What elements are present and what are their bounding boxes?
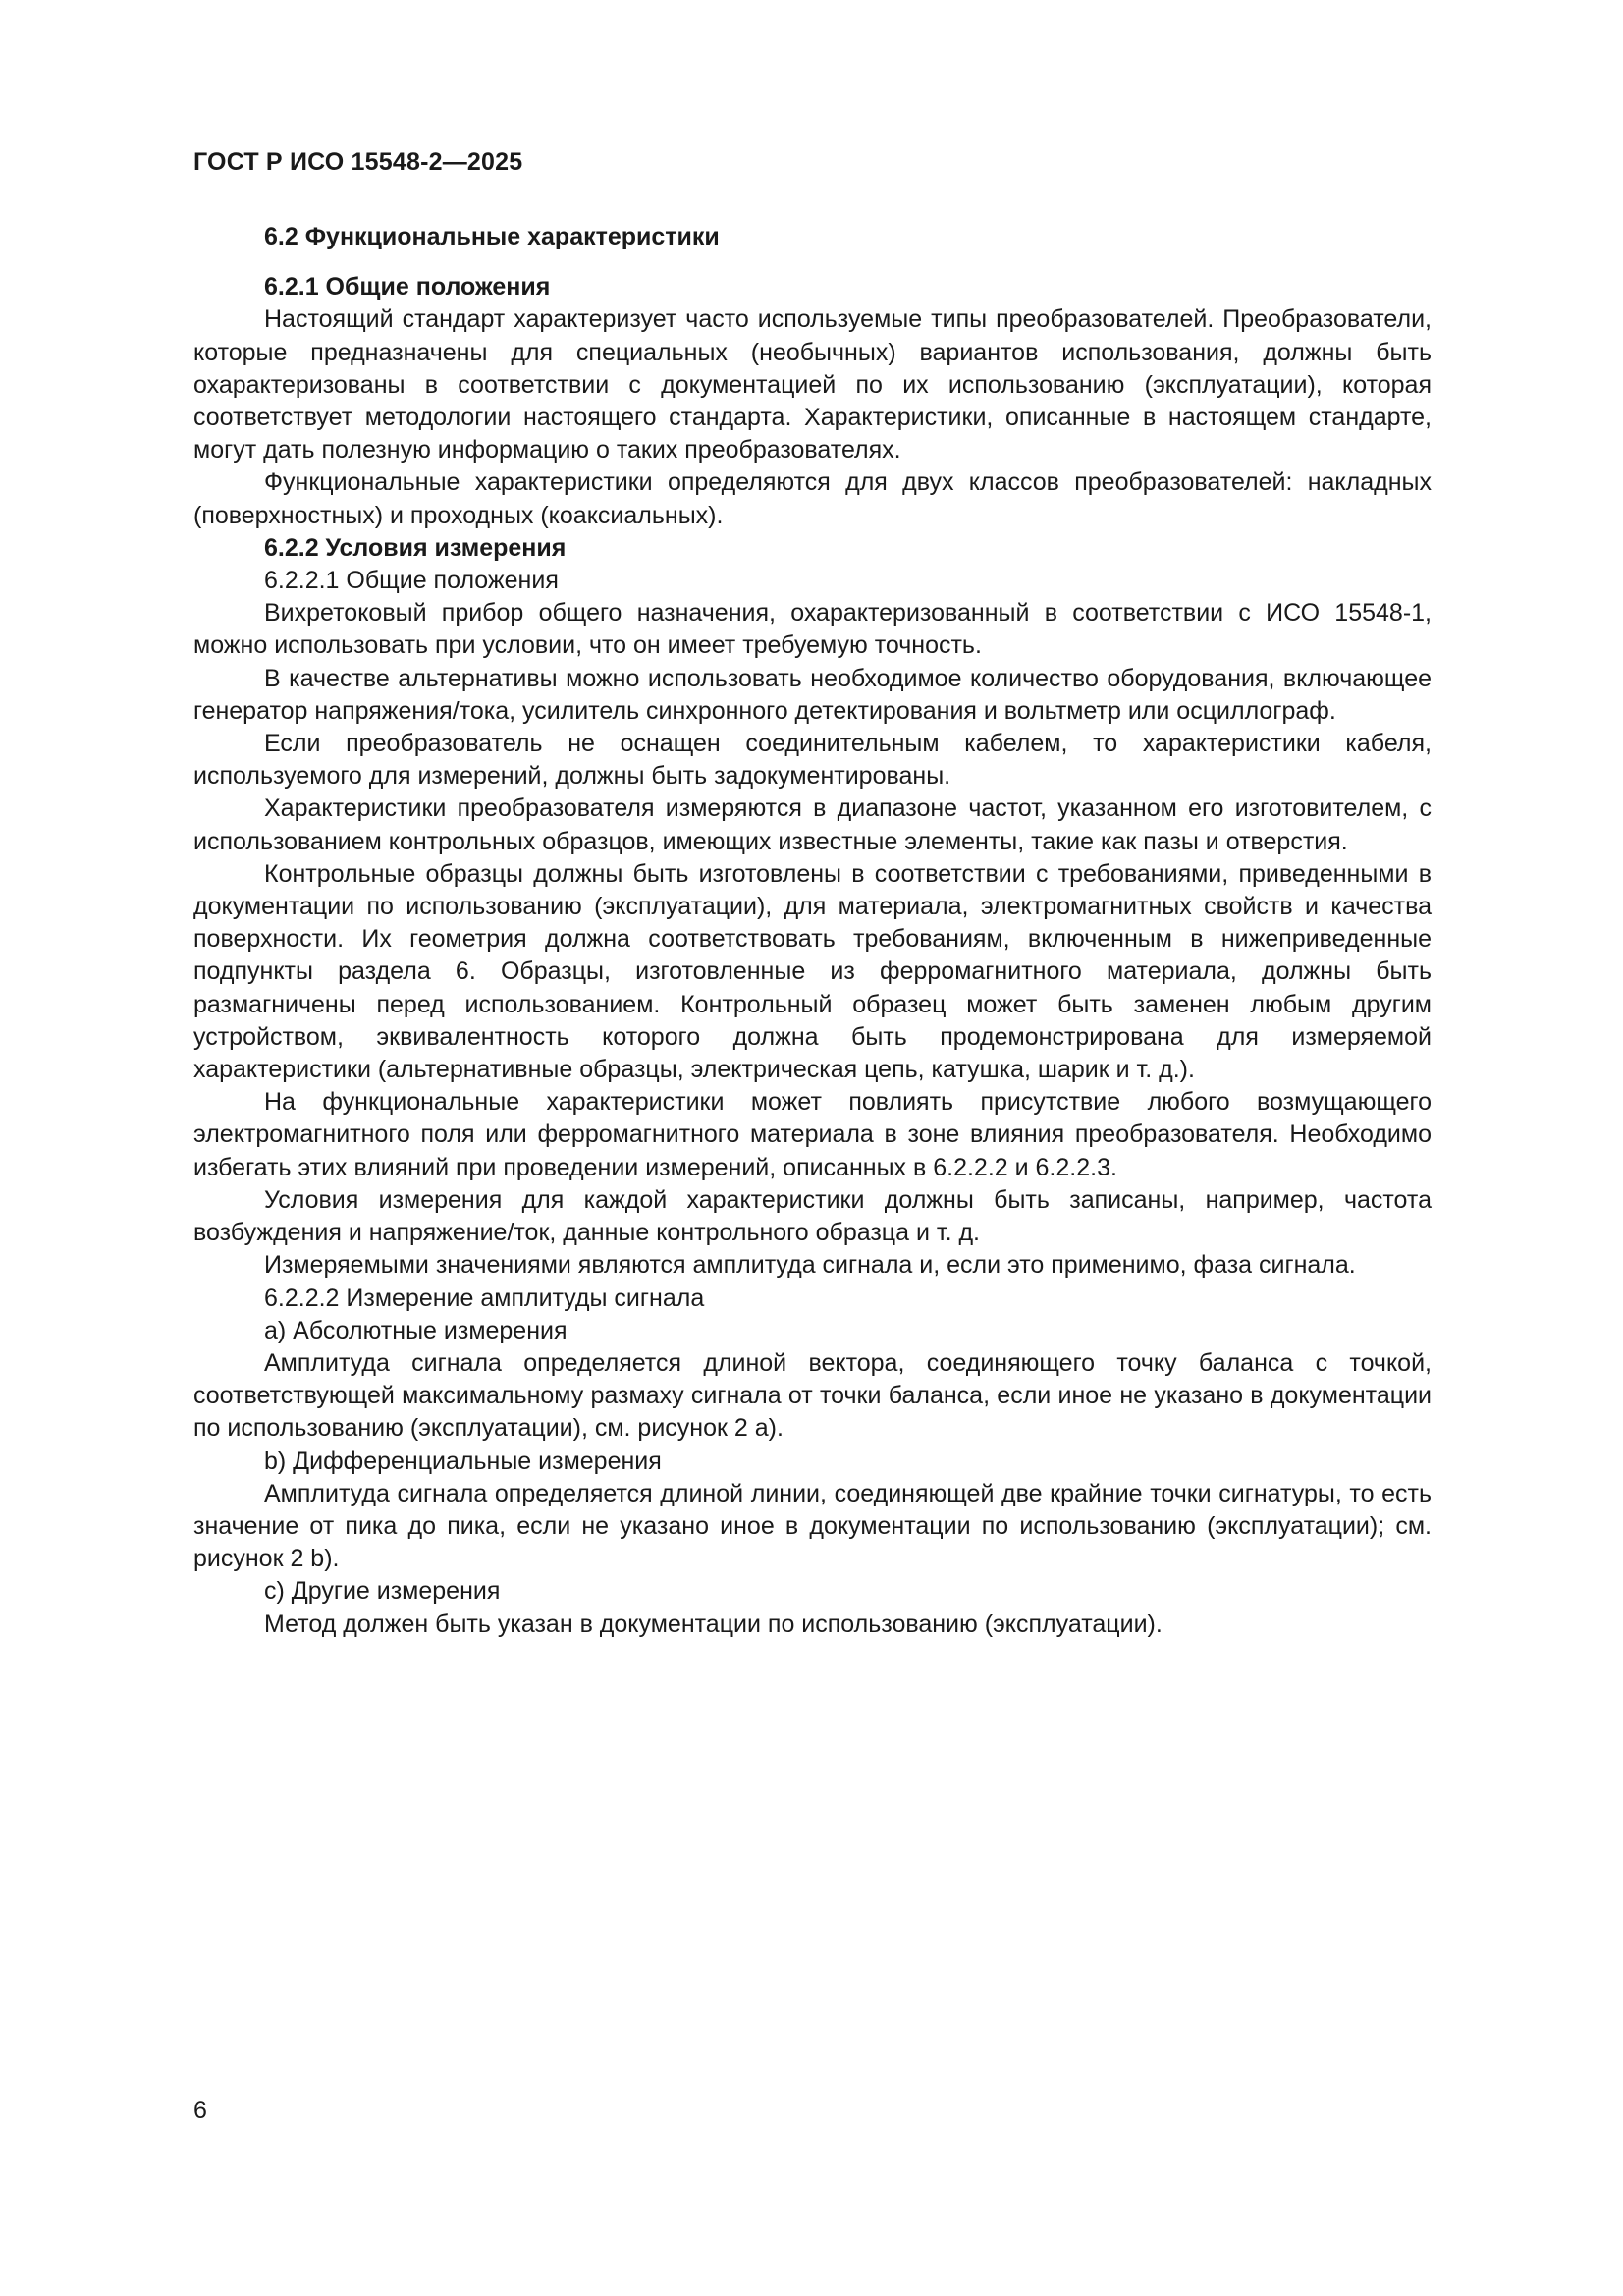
paragraph: Измеряемыми значениями являются амплитуда сигнала и, если это применимо, фаза сигнала. bbox=[264, 1251, 1356, 1280]
paragraph: Контрольные образцы должны быть изготовлены в соответствии с требованиями, приведенными в документации по использованию (эксплуатации), для материала, электромагнитных свойств и качества поверхности. Их геометрия должна соответствовать требованиям, включенным в нижеприведенные подпункты раздела 6. Образцы, изготовленные из ферромагнитного материала, должны быть размагничены перед использованием. Контрольный образец может быть заменен любым другим устройством, эквивалентность которого должна быть продемонстрирована для измеряемой характеристики (альтернативные образцы, электрическая цепь, катушка, шарик и т. д.). bbox=[193, 859, 1432, 1084]
paragraph: Амплитуда сигнала определяется длиной линии, соединяющей две крайние точки сигнатуры, то есть значение от пика до пика, если не указано иное в документации по использованию (эксплуатации); см. рисунок 2 b). bbox=[193, 1479, 1432, 1573]
paragraph: Условия измерения для каждой характеристики должны быть записаны, например, частота возбуждения и напряжение/ток, данные контрольного образца и т. д. bbox=[193, 1185, 1432, 1247]
page-number: 6 bbox=[193, 2097, 207, 2124]
subsection-heading-6-2-2-2: 6.2.2.2 Измерение амплитуды сигнала bbox=[264, 1284, 705, 1312]
paragraph: Характеристики преобразователя измеряются в диапазоне частот, указанном его изготовителем, с использованием контрольных образцов, имеющих известные элементы, такие как пазы и отверстия. bbox=[193, 794, 1432, 855]
paragraph: Настоящий стандарт характеризует часто используемые типы преобразователей. Преобразователи, которые предназначены для специальных (необычных) вариантов использования, должны быть охарактеризованы в соответствии с документацией по их использованию (эксплуатации), которая соответствует методологии настоящего стандарта. Характеристики, описанные в настоящем стандарте, могут дать полезную информацию о таких преобразователях. bbox=[193, 305, 1432, 465]
list-item-a: a) Абсолютные измерения bbox=[264, 1316, 568, 1344]
section-heading-6-2-2: 6.2.2 Условия измерения bbox=[264, 533, 567, 562]
list-item-c: c) Другие измерения bbox=[264, 1577, 501, 1606]
paragraph: На функциональные характеристики может повлиять присутствие любого возмущающего электромагнитного поля или ферромагнитного материала в зоне влияния преобразователя. Необходимо избегать этих влияний при проведении измерений, описанных в 6.2.2.2 и 6.2.2.3. bbox=[193, 1088, 1432, 1181]
paragraph: Метод должен быть указан в документации по использованию (эксплуатации). bbox=[264, 1610, 1163, 1638]
document-header-title: ГОСТ Р ИСО 15548-2—2025 bbox=[193, 148, 523, 176]
list-item-b: b) Дифференциальные измерения bbox=[264, 1447, 662, 1475]
section-heading-6-2: 6.2 Функциональные характеристики bbox=[264, 223, 720, 250]
subsection-heading-6-2-2-1: 6.2.2.1 Общие положения bbox=[264, 567, 559, 595]
paragraph: Амплитуда сигнала определяется длиной вектора, соединяющего точку баланса с точкой, соответствующей максимальному размаху сигнала от точки баланса, если иное не указано в документации по использованию (эксплуатации), см. рисунок 2 a). bbox=[193, 1348, 1432, 1443]
paragraph: Вихретоковый прибор общего назначения, охарактеризованный в соответствии с ИСО 15548-1, можно использовать при условии, что он имеет требуемую точность. bbox=[193, 599, 1432, 660]
paragraph: Функциональные характеристики определяются для двух классов преобразователей: накладных (поверхностных) и проходных (коаксиальных). bbox=[193, 468, 1432, 529]
paragraph: В качестве альтернативы можно использовать необходимое количество оборудования, включающее генератор напряжения/тока, усилитель синхронного детектирования и вольтметр или осциллограф. bbox=[193, 664, 1432, 725]
document-body bbox=[193, 221, 1432, 1641]
paragraph: Если преобразователь не оснащен соединительным кабелем, то характеристики кабеля, используемого для измерений, должны быть задокументированы. bbox=[193, 730, 1432, 791]
section-heading-6-2-1: 6.2.1 Общие положения bbox=[264, 273, 551, 301]
